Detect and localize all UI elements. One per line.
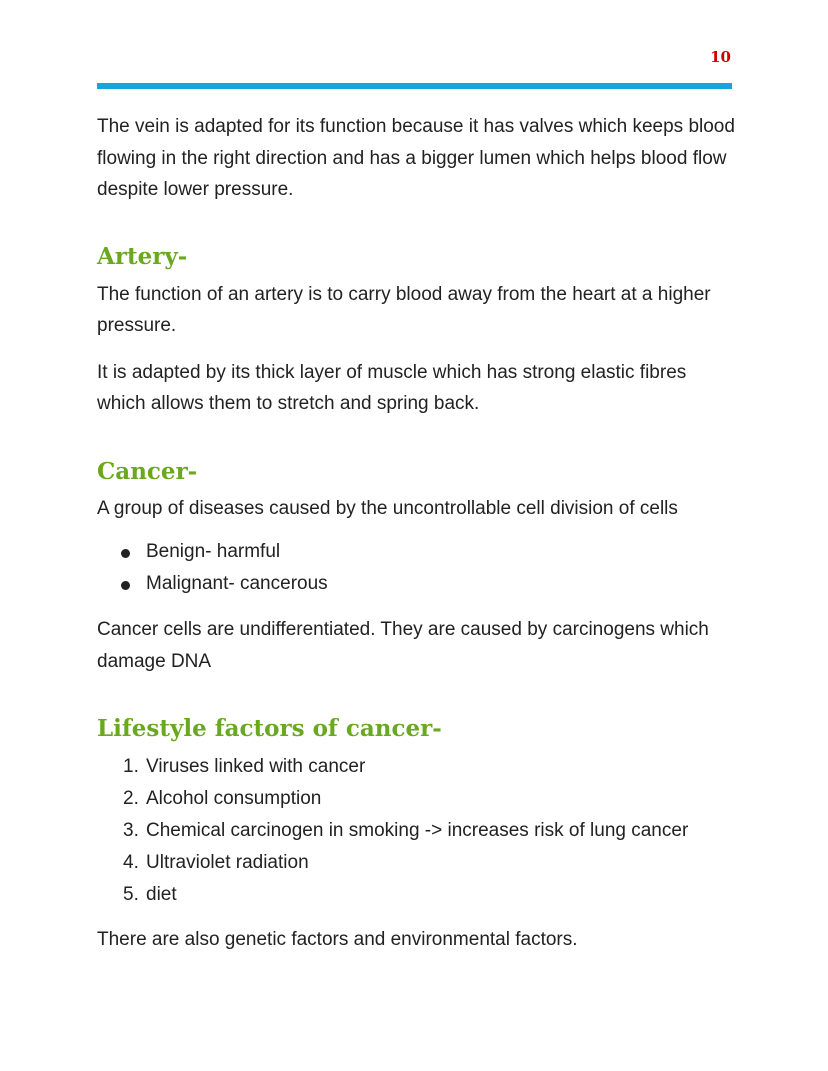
list-item-number: 3. — [123, 820, 139, 841]
vein-paragraph: The vein is adapted for its function because it has valves which keeps blood flowing in the right direction and has a bigger lumen which helps blood flow despite lower pressure. — [97, 116, 735, 200]
list-item — [97, 536, 737, 568]
list-item-text: Chemical carcinogen in smoking -> increases risk of lung cancer — [146, 820, 689, 841]
list-item-number: 5. — [123, 884, 139, 905]
lifestyle-heading: Lifestyle factors of cancer- — [97, 715, 442, 742]
lifestyle-closing: There are also genetic factors and environmental factors. — [97, 929, 578, 950]
list-item-number: 4. — [123, 852, 139, 873]
artery-paragraph-1: The function of an artery is to carry blood away from the heart at a higher pressure. — [97, 283, 711, 336]
cancer-heading: Cancer- — [97, 457, 198, 485]
header-rule — [97, 83, 732, 89]
list-item — [97, 847, 737, 879]
bullet-icon — [121, 549, 130, 558]
cancer-paragraph: Cancer cells are undifferentiated. They are caused by carcinogens which damage DNA — [97, 619, 709, 672]
lifestyle-numbered-list — [97, 751, 737, 911]
bullet-icon — [121, 581, 130, 590]
list-item-text: Viruses linked with cancer — [146, 756, 366, 777]
list-item-text: diet — [146, 884, 177, 905]
artery-paragraph-2: It is adapted by its thick layer of muscle which has strong elastic fibres which allows them to stretch and spring back. — [97, 361, 687, 414]
list-item — [97, 815, 737, 847]
list-item-text: Benign- harmful — [146, 541, 281, 562]
list-item-text: Ultraviolet radiation — [146, 852, 309, 873]
list-item — [97, 751, 737, 783]
cancer-definition: A group of diseases caused by the uncontrollable cell division of cells — [97, 497, 678, 519]
page-number: 10 — [710, 48, 731, 66]
artery-heading: Artery- — [97, 242, 188, 270]
list-item-number: 2. — [123, 788, 139, 809]
list-item-text: Alcohol consumption — [146, 788, 322, 809]
list-item — [97, 783, 737, 815]
list-item — [97, 568, 737, 600]
list-item-text: Malignant- cancerous — [146, 573, 328, 594]
list-item-number: 1. — [123, 756, 139, 777]
cancer-bullet-list — [97, 536, 737, 600]
list-item — [97, 879, 737, 911]
page-content — [97, 111, 737, 956]
